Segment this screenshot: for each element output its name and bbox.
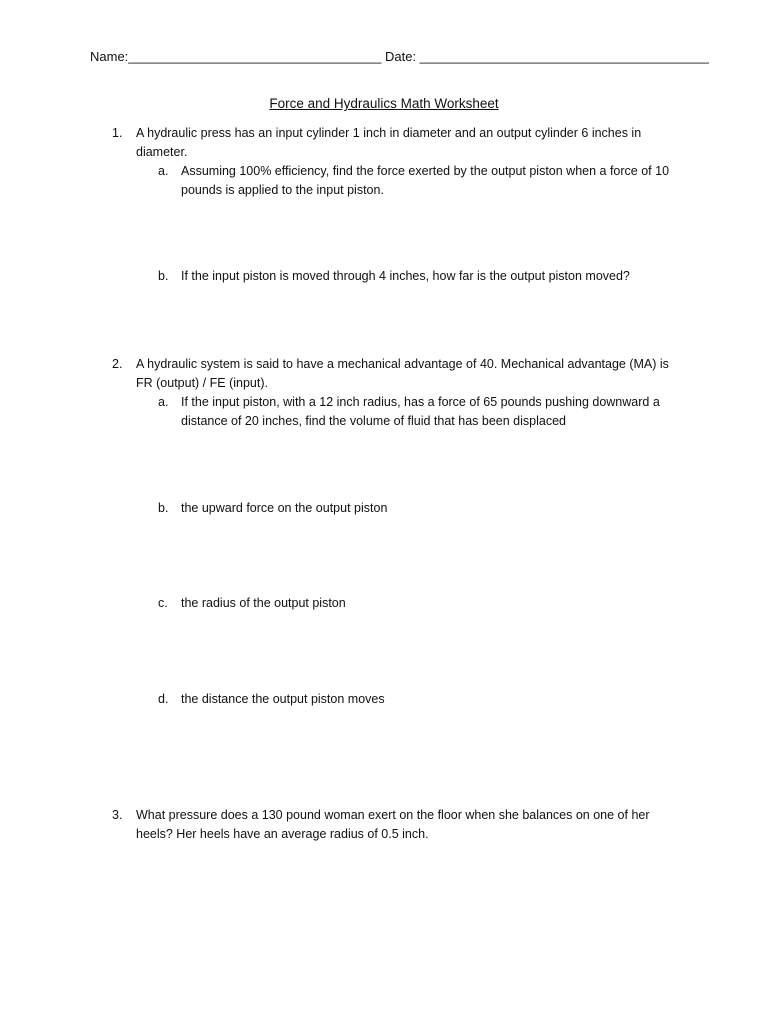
part-label: a. (158, 395, 169, 409)
part-text: the radius of the output piston (181, 596, 346, 610)
name-label: Name: (90, 49, 129, 64)
question-number: 3. (112, 808, 123, 822)
part-text: If the input piston, with a 12 inch radius, has a force of 65 pounds pushing downward a distance of 20 inches, find the volume of fluid that has been displaced (181, 395, 660, 428)
part-text: the upward force on the output piston (181, 501, 388, 515)
part-label: b. (158, 269, 169, 283)
question-text: A hydraulic system is said to have a mechanical advantage of 40. Mechanical advantage (MA) is FR (output) / FE (input). (136, 357, 669, 390)
date-label: Date: (384, 49, 417, 64)
part-label: d. (158, 692, 169, 706)
name-blank: ___________________________________ (128, 49, 382, 64)
part-text: If the input piston is moved through 4 inches, how far is the output piston moved? (181, 269, 630, 283)
page-title: Force and Hydraulics Math Worksheet (269, 96, 499, 111)
date-blank: ________________________________________ (419, 49, 709, 64)
part-text: the distance the output piston moves (181, 692, 385, 706)
part-text: Assuming 100% efficiency, find the force exerted by the output piston when a force of 10 pounds is applied to the input piston. (181, 164, 670, 197)
part-label: b. (158, 501, 169, 515)
question-text: A hydraulic press has an input cylinder 1 inch in diameter and an output cylinder 6 inches in diameter. (136, 126, 642, 159)
header-line (90, 47, 709, 66)
part-label: c. (158, 596, 168, 610)
question-text: What pressure does a 130 pound woman exert on the floor when she balances on one of her heels? Her heels have an average radius of 0.5 inch. (136, 808, 650, 841)
question-number: 1. (112, 126, 123, 140)
question-number: 2. (112, 357, 123, 371)
part-label: a. (158, 164, 169, 178)
